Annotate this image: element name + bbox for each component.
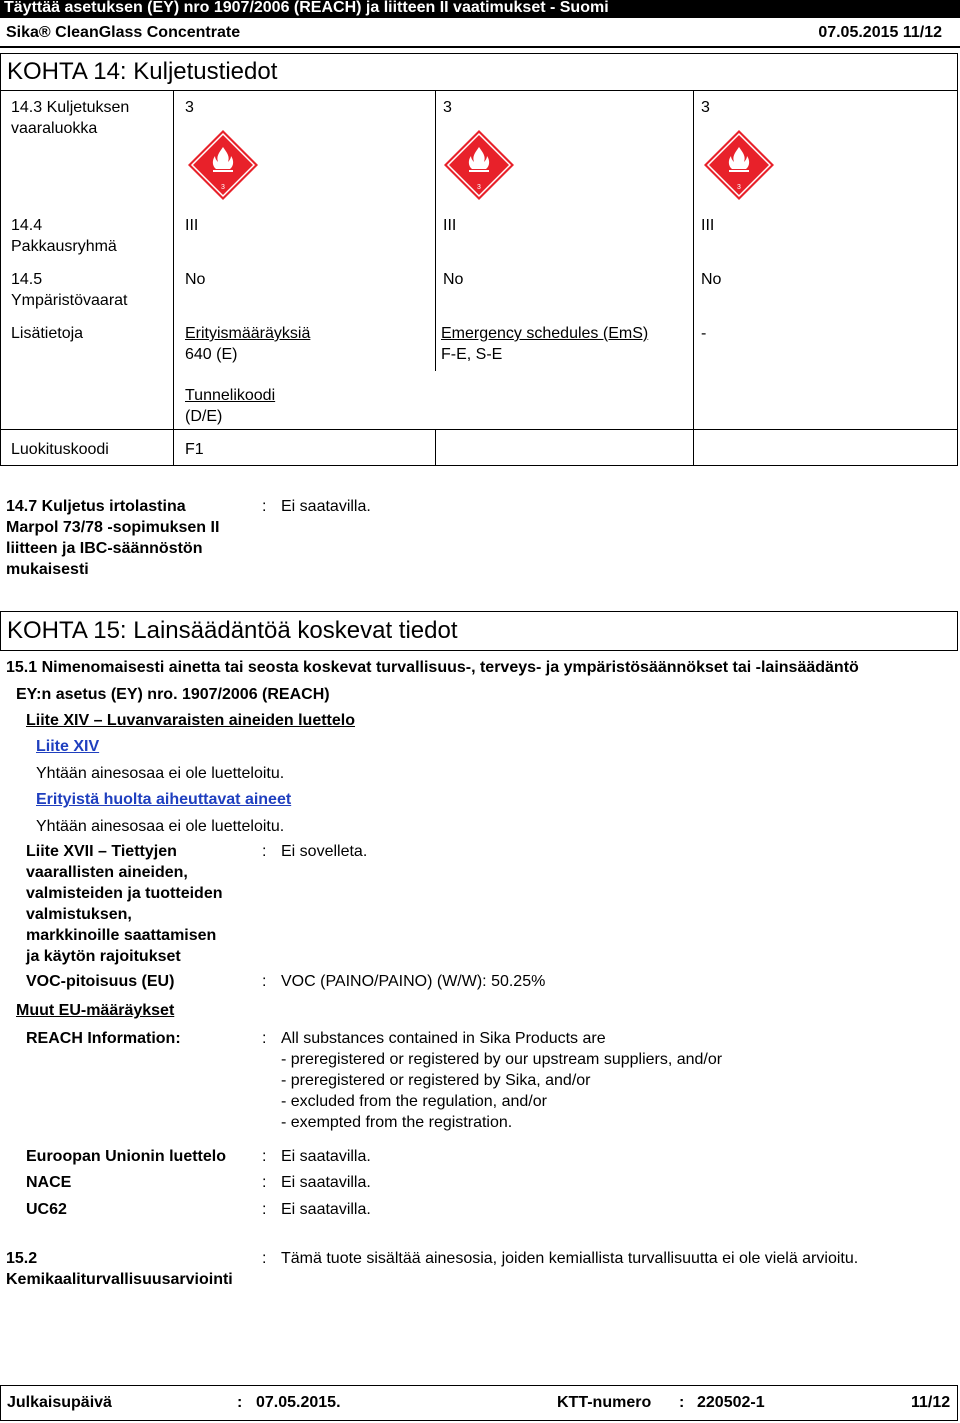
eu-list-label: Euroopan Unionin luettelo (26, 1148, 226, 1165)
env-hazard-value-2: No (443, 271, 464, 288)
packing-group-value-1: III (185, 217, 199, 234)
flammable-liquid-class-3-icon (187, 129, 259, 201)
uc62-label: UC62 (26, 1201, 67, 1218)
tunnel-code-value: (D/E) (185, 408, 223, 425)
csa-colon: : (262, 1250, 267, 1267)
packing-group-label-1: 14.4 (11, 217, 43, 234)
svg-text:3: 3 (737, 184, 741, 191)
annex-xiv-link[interactable]: Liite XIV (36, 738, 100, 755)
additional-info-label: Lisätietoja (11, 325, 84, 342)
hazard-class-value-1: 3 (185, 99, 194, 116)
hazard-class-value-3: 3 (701, 99, 710, 116)
voc-value: VOC (PAINO/PAINO) (W/W): 50.25% (281, 973, 546, 990)
table-vline-1 (173, 91, 174, 465)
section-15-heading: KOHTA 15: Lainsäädäntöä koskevat tiedot (0, 611, 958, 651)
bulk-transport-label: 14.7 Kuljetus irtolastina Marpol 73/78 -sopimuksen II liitteen ja IBC-säännöstön mukaisesti (6, 498, 220, 578)
svhc-link[interactable]: Erityistä huolta aiheuttavat aineet (36, 791, 292, 808)
hazard-class-label-1: 14.3 Kuljetuksen (11, 99, 130, 116)
footer-ktt-label: KTT-numero (557, 1394, 652, 1411)
footer-ktt-value: 220502-1 (697, 1394, 765, 1411)
section-15-1-heading: 15.1 Nimenomaisesti ainetta tai seosta koskevat turvallisuus-, terveys- ja ympäristösäännökset tai -lainsäädäntö (6, 659, 859, 676)
table-vline-2b (435, 429, 436, 465)
hazard-class-value-2: 3 (443, 99, 452, 116)
env-hazard-value-3: No (701, 271, 722, 288)
annex-xiv-text: Yhtään ainesosaa ei ole luetteloitu. (36, 765, 285, 782)
footer-issue-colon: : (237, 1394, 243, 1411)
document-title: Täyttää asetuksen (EY) nro 1907/2006 (REACH) ja liitteen II vaatimukset - Suomi (4, 0, 609, 16)
eu-list-colon: : (262, 1148, 267, 1165)
ems-value: F-E, S-E (441, 346, 503, 363)
document-title-bar (0, 0, 960, 18)
footer-page: 11/12 (911, 1394, 951, 1411)
tunnel-code-heading: Tunnelikoodi (185, 387, 276, 404)
packing-group-value-2: III (443, 217, 457, 234)
date-page: 07.05.2015 11/12 (818, 24, 942, 41)
footer-issue-label: Julkaisupäivä (7, 1394, 112, 1411)
footer-issue-value: 07.05.2015. (256, 1394, 341, 1411)
annex-xvii-colon: : (262, 843, 267, 860)
annex-xvii-label: Liite XVII – Tiettyjen vaarallisten aineiden, valmisteiden ja tuotteiden valmistuksen, markkinoille saattamisen ja käytön rajoitukset (26, 843, 223, 965)
svg-text:3: 3 (221, 184, 225, 191)
annex-xvii-value: Ei sovelleta. (281, 843, 368, 860)
additional-col3-value: - (701, 325, 707, 342)
product-header (0, 21, 960, 45)
voc-label: VOC-pitoisuus (EU) (26, 973, 175, 990)
reach-regulation-heading: EY:n asetus (EY) nro. 1907/2006 (REACH) (16, 686, 330, 703)
reach-info-colon: : (262, 1030, 267, 1047)
table-vline-3 (693, 91, 694, 465)
table-vline-2 (435, 91, 436, 371)
flammable-liquid-class-3-icon (703, 129, 775, 201)
nace-value: Ei saatavilla. (281, 1174, 371, 1191)
other-eu-regulations-heading: Muut EU-määräykset (16, 1002, 175, 1019)
reach-info-label: REACH Information: (26, 1030, 181, 1047)
hazard-class-label-2: vaaraluokka (11, 120, 98, 137)
chemical-safety-assessment-label: 15.2 Kemikaaliturvallisuusarviointi (6, 1250, 233, 1288)
bulk-transport-value: Ei saatavilla. (281, 498, 371, 515)
footer-ktt-colon: : (679, 1394, 685, 1411)
classification-code-label: Luokituskoodi (11, 441, 109, 458)
page-footer (0, 1385, 958, 1421)
voc-colon: : (262, 973, 267, 990)
packing-group-value-3: III (701, 217, 715, 234)
uc62-colon: : (262, 1201, 267, 1218)
section-14-heading: KOHTA 14: Kuljetustiedot (0, 53, 958, 91)
reach-info-text: All substances contained in Sika Products are - preregistered or registered by our upstream suppliers, and/or - preregistered or registered by Sika, and/or - excluded from the regulation, and/or - exempted from the registration. (281, 1030, 723, 1131)
bulk-transport-colon: : (262, 498, 267, 515)
nace-colon: : (262, 1174, 267, 1191)
classification-code-value: F1 (185, 441, 204, 458)
table-hline (1, 429, 957, 430)
svhc-text: Yhtään ainesosaa ei ole luetteloitu. (36, 818, 285, 835)
special-provisions-value: 640 (E) (185, 346, 238, 363)
packing-group-label-2: Pakkausryhmä (11, 238, 117, 255)
flammable-liquid-class-3-icon (443, 129, 515, 201)
header-divider (0, 46, 960, 48)
chemical-safety-assessment-value: Tämä tuote sisältää ainesosia, joiden kemiallista turvallisuutta ei ole vielä arvioitu. (281, 1250, 859, 1267)
nace-label: NACE (26, 1174, 72, 1191)
ems-heading: Emergency schedules (EmS) (441, 325, 649, 342)
env-hazard-value-1: No (185, 271, 206, 288)
transport-table (0, 90, 958, 466)
env-hazard-label-1: 14.5 (11, 271, 43, 288)
svg-text:3: 3 (477, 184, 481, 191)
env-hazard-label-2: Ympäristövaarat (11, 292, 128, 309)
special-provisions-heading: Erityismääräyksiä (185, 325, 311, 342)
annex-xiv-heading: Liite XIV – Luvanvaraisten aineiden luettelo (26, 712, 355, 729)
eu-list-value: Ei saatavilla. (281, 1148, 371, 1165)
uc62-value: Ei saatavilla. (281, 1201, 371, 1218)
product-name: Sika® CleanGlass Concentrate (6, 24, 241, 41)
